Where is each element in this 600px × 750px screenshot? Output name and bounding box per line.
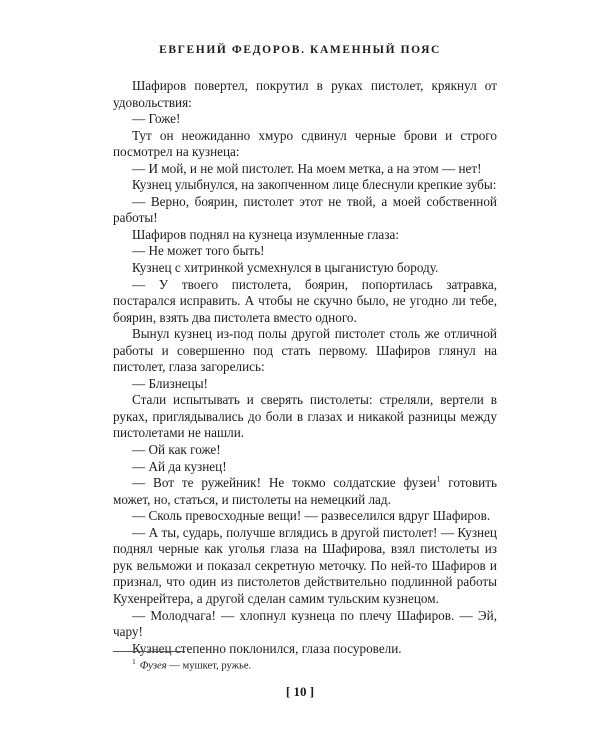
paragraph: — Гоже! xyxy=(132,111,181,127)
paragraph-with-footnote xyxy=(113,475,497,508)
paragraph: Кузнец степенно поклонился, глаза посуровели. xyxy=(132,640,402,656)
page-number: [ 10 ] xyxy=(285,684,315,699)
paragraph: Кузнец улыбнулся, на закопченном лице блеснули крепкие зубы: xyxy=(132,177,497,193)
paragraph: — Ой как гоже! xyxy=(132,442,221,458)
paragraph: Тут он неожиданно хмуро сдвинул черные брови и строго посмотрел на кузнеца: xyxy=(113,127,497,160)
footnote-number: 1 xyxy=(132,657,136,666)
fusei-text-after: готовить может, но, статься, и пистолеты на немецкий лад. xyxy=(113,475,498,507)
footnote-reference[interactable]: 1 xyxy=(436,474,441,484)
paragraph: — Сколь превосходные вещи! — развеселился вдруг Шафиров. xyxy=(132,508,491,524)
paragraph: Кузнец с хитринкой усмехнулся в цыганистую бороду. xyxy=(132,260,439,276)
paragraph: — Близнецы! xyxy=(132,375,208,391)
paragraph: — Верно, боярин, пистолет этот не твой, а моей собственной работы! xyxy=(113,193,497,226)
footnote-divider xyxy=(113,651,185,652)
paragraph: — Молодчага! — хлопнул кузнеца по плечу Шафиров. — Эй, чару! xyxy=(113,607,497,640)
running-header: ЕВГЕНИЙ ФЕДОРОВ. КАМЕННЫЙ ПОЯС xyxy=(159,44,441,56)
body-text xyxy=(113,78,497,657)
paragraph: — Не может того быть! xyxy=(132,243,265,259)
paragraph: — И мой, и не мой пистолет. На моем метка, а на этом — нет! xyxy=(132,160,482,176)
paragraph: Вынул кузнец из-под полы другой пистолет столь же отличной работы и совершенно под стать первому. Шафиров глянул на пистолет, глаза загорелись: xyxy=(113,326,497,375)
paragraph: — А ты, сударь, получше вглядись в другой пистолет! — Кузнец поднял черные как уголья глаза на Шафирова, взял пистолеты из рук вельможи и показал секретную меточку. По ней-то Шафиров и признал, что один из пистолетов действительно подлинной работы Кухенрейтера, а другой сделан самим тульским кузнецом. xyxy=(113,524,497,606)
paragraph: Стали испытывать и сверять пистолеты: стреляли, вертели в руках, приглядывались до боли в глазах и никакой разницы между пистолетами не нашли. xyxy=(113,392,497,441)
paragraph: Шафиров повертел, покрутил в руках пистолет, крякнул от удовольствия: xyxy=(113,78,497,110)
footnote-term: Фузея xyxy=(139,660,167,672)
footnote xyxy=(132,657,251,672)
fusei-text-before: — Вот те ружейник! Не токмо солдатские фузеи xyxy=(132,475,437,491)
paragraph: — У твоего пистолета, боярин, попортилась затравка, постарался исправить. А чтобы не скучно было, не угодно ли тебе, боярин, взять два пистолета вместо одного. xyxy=(113,276,497,325)
paragraph: — Ай да кузнец! xyxy=(132,458,227,474)
paragraph: Шафиров поднял на кузнеца изумленные глаза: xyxy=(132,226,400,242)
footnote-definition: — мушкет, ружье. xyxy=(166,660,252,672)
